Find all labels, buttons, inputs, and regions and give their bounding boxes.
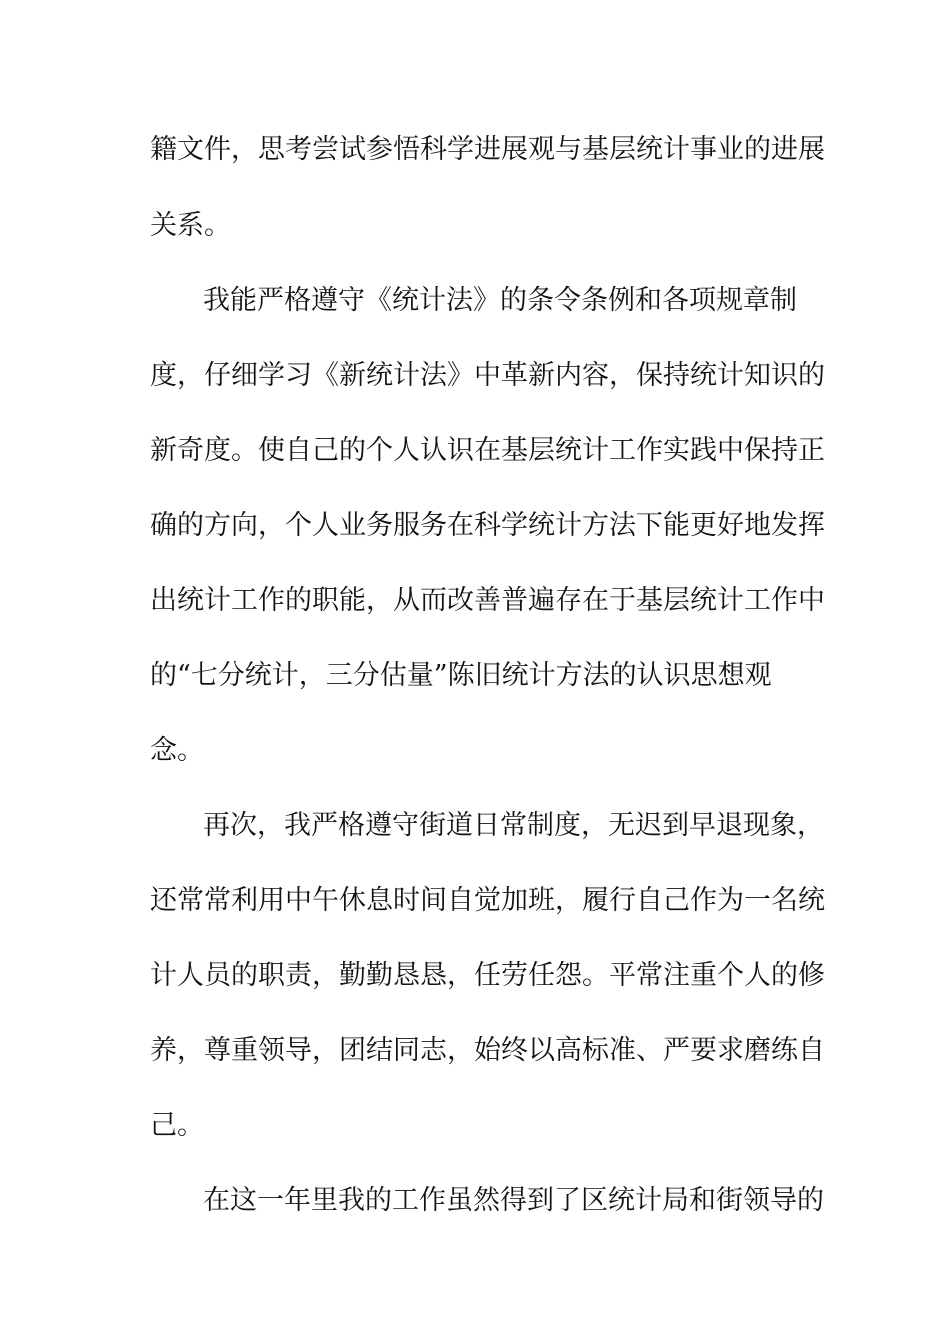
text-line: 出统计工作的职能，从而改善普遍存在于基层统计工作中 — [150, 585, 825, 616]
text-line: 己。 — [150, 1110, 204, 1141]
text-line: 的“七分统计，三分估量”陈旧统计方法的认识思想观 — [150, 660, 772, 691]
text-line: 关系。 — [150, 210, 231, 241]
text-line: 念。 — [150, 735, 204, 766]
text-line: 计人员的职责，勤勤恳恳，任劳任怨。平常注重个人的修 — [150, 960, 825, 991]
paragraph-first-line: 在这一年里我的工作虽然得到了区统计局和街领导的 — [203, 1185, 824, 1216]
paragraph-first-line: 再次，我严格遵守街道日常制度，无迟到早退现象， — [203, 810, 824, 841]
text-line: 度，仔细学习《新统计法》中革新内容，保持统计知识的 — [150, 360, 825, 391]
text-line: 养，尊重领导，团结同志，始终以高标准、严要求磨练自 — [150, 1035, 825, 1066]
text-line: 还常常利用中午休息时间自觉加班，履行自己作为一名统 — [150, 885, 825, 916]
text-line: 确的方向，个人业务服务在科学统计方法下能更好地发挥 — [150, 510, 825, 541]
paragraph-first-line: 我能严格遵守《统计法》的条令条例和各项规章制 — [203, 285, 797, 316]
text-line: 籍文件，思考尝试参悟科学进展观与基层统计事业的进展 — [150, 134, 825, 165]
text-line: 新奇度。使自己的个人认识在基层统计工作实践中保持正 — [150, 435, 825, 466]
